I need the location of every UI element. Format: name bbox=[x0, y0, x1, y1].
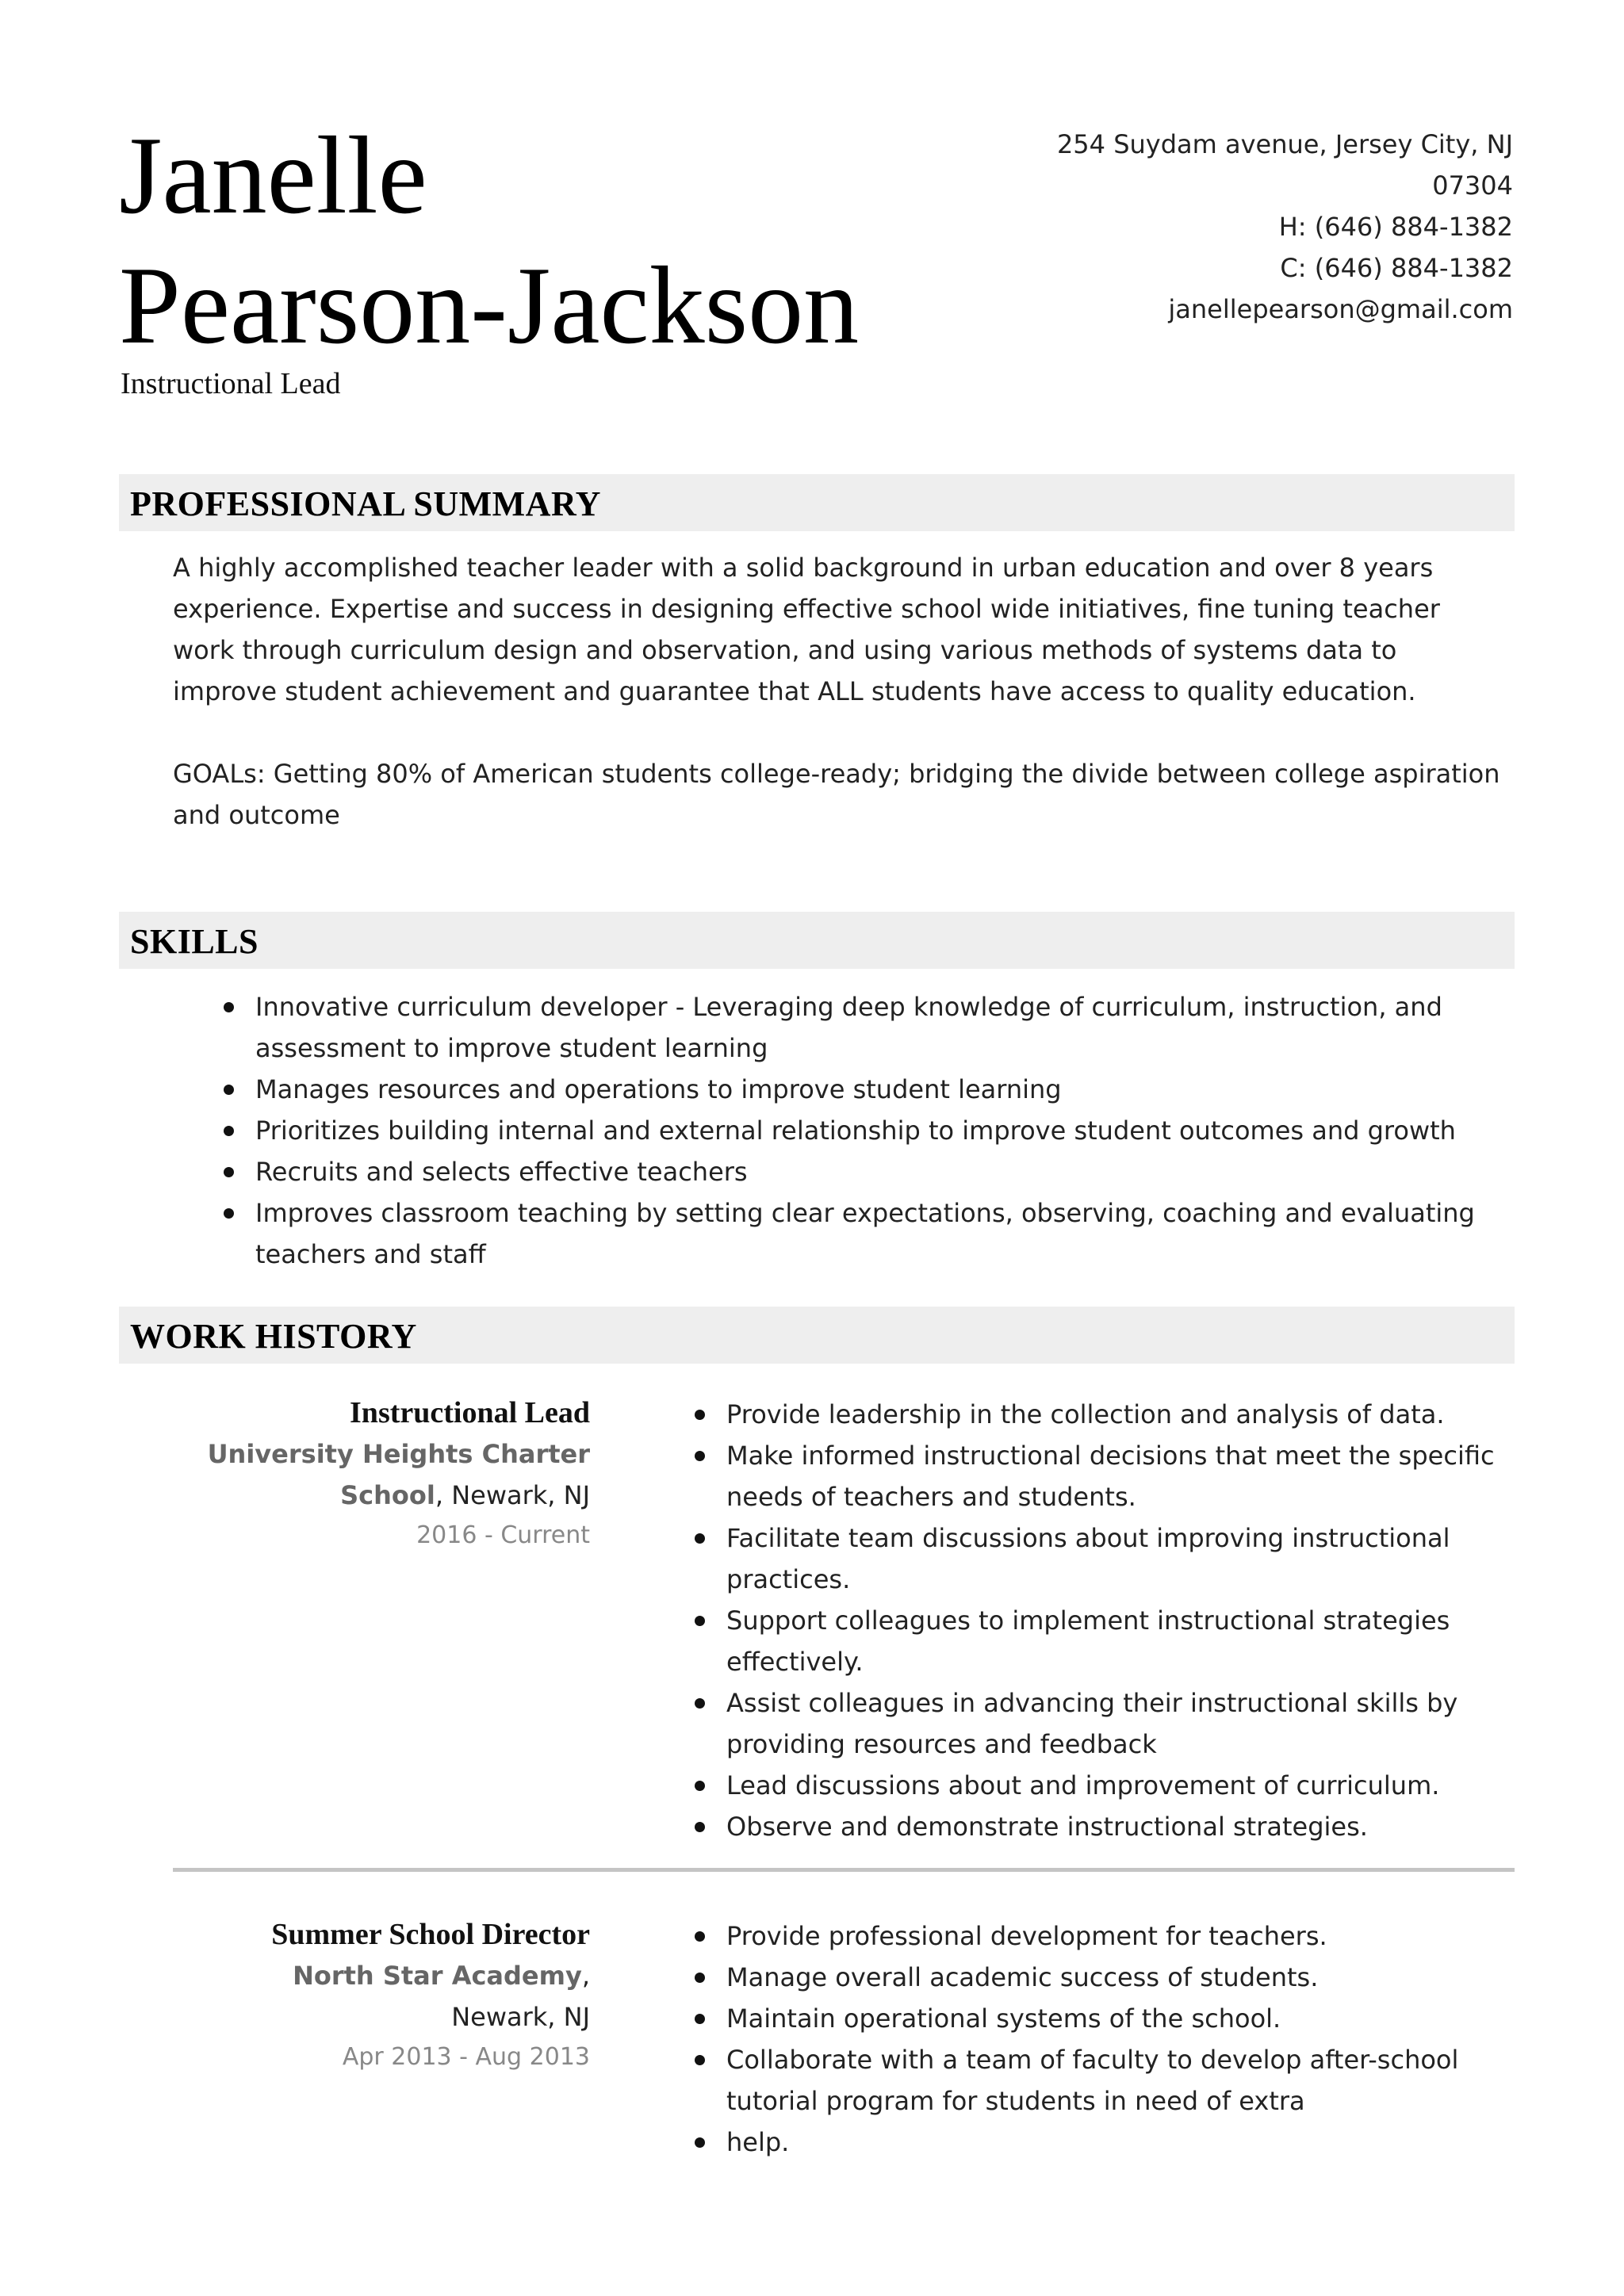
bullet-icon bbox=[695, 1616, 705, 1626]
skill-item bbox=[255, 1110, 1492, 1151]
address-line-1: 254 Suydam avenue, Jersey City, NJ bbox=[1056, 129, 1513, 159]
name-last: Pearson-Jackson bbox=[119, 244, 860, 367]
bullet-icon bbox=[224, 1167, 234, 1177]
duty-text: Make informed instructional decisions that meet the specific needs of teachers and students. bbox=[726, 1441, 1495, 1512]
work-heading: WORK HISTORY bbox=[130, 1317, 417, 1356]
duty-item bbox=[726, 1600, 1519, 1682]
duty-item bbox=[726, 1957, 1519, 1998]
address-line-2: 07304 bbox=[1432, 170, 1513, 201]
duty-text: Support colleagues to implement instructional strategies effectively. bbox=[726, 1605, 1450, 1677]
email-link[interactable]: janellepearson@gmail.com bbox=[1168, 294, 1513, 324]
skill-text: Manages resources and operations to improve student learning bbox=[255, 1074, 1062, 1104]
job-2-dates: Apr 2013 - Aug 2013 bbox=[342, 2043, 590, 2071]
skill-text: Improves classroom teaching by setting clear expectations, observing, coaching and evaluating teachers and staff bbox=[255, 1198, 1475, 1269]
bullet-icon bbox=[695, 1451, 705, 1461]
summary-paragraph: A highly accomplished teacher leader with a solid background in urban education and over 8 years experience. Expertise and success in designing effective school wide initiatives, fine tuning teacher work through curriculum design and observation, and using various methods of systems data to improve student achievement and guarantee that ALL students have access to quality education. bbox=[173, 553, 1440, 706]
skill-item bbox=[255, 986, 1492, 1069]
job-1-employer: University Heights Charter School bbox=[207, 1439, 590, 1510]
job-2-title: Summer School Director bbox=[271, 1918, 590, 1951]
cell-phone: C: (646) 884-1382 bbox=[1280, 253, 1513, 283]
bullet-icon bbox=[695, 1931, 705, 1942]
job-2-employer-line bbox=[119, 1955, 590, 1996]
home-phone: H: (646) 884-1382 bbox=[1278, 212, 1513, 242]
job-2-location-comma: , bbox=[581, 1961, 590, 1991]
job-divider bbox=[173, 1868, 1515, 1872]
duty-item bbox=[726, 1998, 1519, 2039]
duty-text: Lead discussions about and improvement of curriculum. bbox=[726, 1770, 1440, 1800]
skills-heading: SKILLS bbox=[130, 922, 259, 961]
job-1-duties bbox=[726, 1394, 1519, 1847]
summary-body bbox=[173, 547, 1505, 836]
job-1-employer-line bbox=[119, 1433, 590, 1516]
duty-item bbox=[726, 1394, 1519, 1435]
bullet-icon bbox=[224, 1002, 234, 1012]
duty-text: Collaborate with a team of faculty to develop after-school tutorial program for students in need of extra bbox=[726, 2045, 1459, 2116]
duty-item bbox=[726, 2039, 1519, 2122]
duty-text: Maintain operational systems of the school. bbox=[726, 2003, 1281, 2034]
duty-text: Provide professional development for teachers. bbox=[726, 1921, 1327, 1951]
bullet-icon bbox=[695, 1698, 705, 1709]
skill-text: Innovative curriculum developer - Leveraging deep knowledge of curriculum, instruction, and assessment to improve student learning bbox=[255, 992, 1442, 1063]
duty-item bbox=[726, 2122, 1519, 2163]
duty-text: Facilitate team discussions about improving instructional practices. bbox=[726, 1523, 1450, 1594]
job-1-dates: 2016 - Current bbox=[416, 1521, 590, 1549]
bullet-icon bbox=[695, 1533, 705, 1544]
duty-item bbox=[726, 1435, 1519, 1517]
name-first: Janelle bbox=[119, 114, 427, 237]
job-1-meta bbox=[119, 1392, 590, 1556]
bullet-icon bbox=[695, 1822, 705, 1832]
duty-text: Manage overall academic success of students. bbox=[726, 1962, 1319, 1992]
duty-item bbox=[726, 1765, 1519, 1806]
contact-block bbox=[958, 124, 1513, 330]
duty-item bbox=[726, 1806, 1519, 1847]
bullet-icon bbox=[224, 1126, 234, 1136]
summary-section-header bbox=[119, 474, 1515, 531]
bullet-icon bbox=[695, 2137, 705, 2148]
job-2-meta bbox=[119, 1914, 590, 2077]
job-1-location: , Newark, NJ bbox=[435, 1480, 590, 1510]
job-2-employer: North Star Academy bbox=[293, 1961, 582, 1991]
bullet-icon bbox=[224, 1085, 234, 1095]
summary-goals: GOALs: Getting 80% of American students college-ready; bridging the divide between college aspiration and outcome bbox=[173, 759, 1500, 830]
skill-text: Recruits and selects effective teachers bbox=[255, 1157, 748, 1187]
skills-list bbox=[255, 986, 1492, 1275]
duty-text: Assist colleagues in advancing their instructional skills by providing resources and feedback bbox=[726, 1688, 1458, 1759]
job-2-location: Newark, NJ bbox=[451, 2002, 590, 2032]
candidate-name bbox=[119, 111, 912, 371]
work-section-header bbox=[119, 1307, 1515, 1364]
bullet-icon bbox=[695, 2014, 705, 2024]
bullet-icon bbox=[695, 1781, 705, 1791]
skill-text: Prioritizes building internal and external relationship to improve student outcomes and growth bbox=[255, 1115, 1456, 1146]
bullet-icon bbox=[224, 1208, 234, 1219]
bullet-icon bbox=[695, 1410, 705, 1420]
job-2-duties bbox=[726, 1915, 1519, 2163]
skills-section-header bbox=[119, 912, 1515, 969]
duty-item bbox=[726, 1915, 1519, 1957]
bullet-icon bbox=[695, 1973, 705, 1983]
duty-text: Observe and demonstrate instructional strategies. bbox=[726, 1812, 1368, 1842]
duty-text: Provide leadership in the collection and analysis of data. bbox=[726, 1399, 1445, 1429]
candidate-title: Instructional Lead bbox=[121, 367, 341, 400]
bullet-icon bbox=[695, 2055, 705, 2065]
job-1-title: Instructional Lead bbox=[350, 1396, 590, 1429]
skill-item bbox=[255, 1069, 1492, 1110]
duty-item bbox=[726, 1682, 1519, 1765]
skill-item bbox=[255, 1192, 1492, 1275]
duty-item bbox=[726, 1517, 1519, 1600]
summary-heading: PROFESSIONAL SUMMARY bbox=[130, 484, 601, 523]
skill-item bbox=[255, 1151, 1492, 1192]
duty-text: help. bbox=[726, 2127, 790, 2157]
